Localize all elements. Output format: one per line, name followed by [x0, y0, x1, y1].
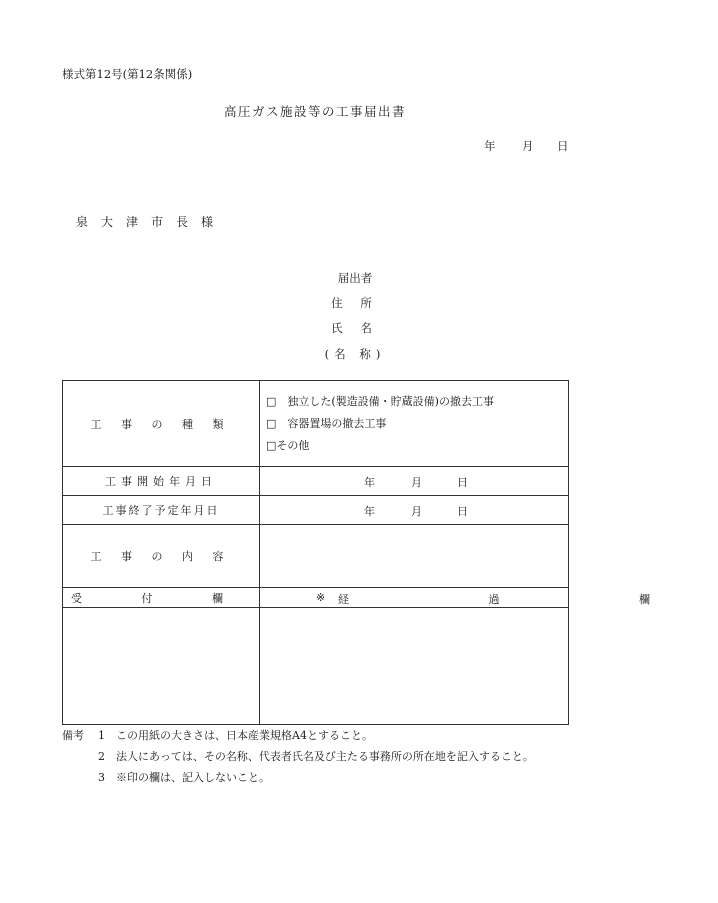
note-number: 2: [98, 750, 105, 763]
note-text: この用紙の大きさは、日本産業規格A4とすること。: [116, 729, 373, 742]
date-month-label: 月: [522, 139, 534, 153]
applicant-address-label: 住 所: [331, 296, 379, 310]
start-date-label: 工事開始年月日: [63, 467, 260, 496]
work-type-label: 工 事 の 種 類: [63, 381, 260, 467]
note-text: ※印の欄は、記入しないこと。: [116, 771, 270, 784]
reception-field: [63, 608, 260, 725]
note-item: [62, 767, 534, 788]
start-date-year: 年: [364, 476, 375, 489]
end-date-label: 工事終了予定年月日: [63, 496, 260, 525]
work-type-option-removal-facility[interactable]: □ 独立した(製造設備・貯蔵設備)の撤去工事: [266, 394, 494, 408]
end-date-month: 月: [411, 505, 422, 518]
start-date-month: 月: [411, 476, 422, 489]
work-content-label: 工 事 の 内 容: [63, 525, 260, 588]
applicant-name-label: 氏 名: [331, 321, 379, 335]
form-number: 様式第12号(第12条関係): [62, 67, 193, 81]
notes: [62, 725, 534, 788]
notes-heading: 備考: [62, 729, 84, 742]
end-date-day: 日: [457, 505, 468, 518]
work-type-option-container-storage[interactable]: □ 容器置場の撤去工事: [266, 416, 387, 430]
work-type-option-other[interactable]: □その他: [266, 438, 310, 452]
end-date-field[interactable]: [260, 496, 569, 525]
reception-body-row: [63, 608, 569, 725]
work-type-row: [63, 381, 569, 467]
note-item: [62, 725, 534, 746]
reception-header-row: [63, 588, 569, 608]
progress-header-cell: [260, 588, 718, 608]
work-content-field[interactable]: [260, 525, 569, 588]
progress-field: [260, 608, 569, 725]
note-number: 1: [98, 729, 105, 742]
note-number: 3: [98, 771, 105, 784]
end-date-year: 年: [364, 505, 375, 518]
date-year-label: 年: [484, 139, 496, 153]
addressee: 泉大津市長様: [76, 215, 227, 229]
end-date-row: [63, 496, 569, 525]
start-date-row: [63, 467, 569, 496]
start-date-day: 日: [457, 476, 468, 489]
document-title: 高圧ガス施設等の工事届出書: [223, 104, 406, 119]
work-content-row: [63, 525, 569, 588]
note-item: [62, 746, 534, 767]
applicant-org-name-label: (名 称): [324, 347, 386, 361]
start-date-field[interactable]: [260, 467, 569, 496]
date-day-label: 日: [557, 139, 569, 153]
work-type-options-cell: [260, 381, 569, 467]
progress-label: 経 過 欄: [338, 592, 718, 606]
applicant-label: 届出者: [337, 271, 373, 285]
work-notification-table: [62, 380, 718, 725]
progress-mark: ※: [316, 590, 326, 604]
reception-label: 受 付 欄: [63, 588, 260, 608]
note-text: 法人にあっては、その名称、代表者氏名及び主たる事務所の所在地を記入すること。: [116, 750, 534, 763]
